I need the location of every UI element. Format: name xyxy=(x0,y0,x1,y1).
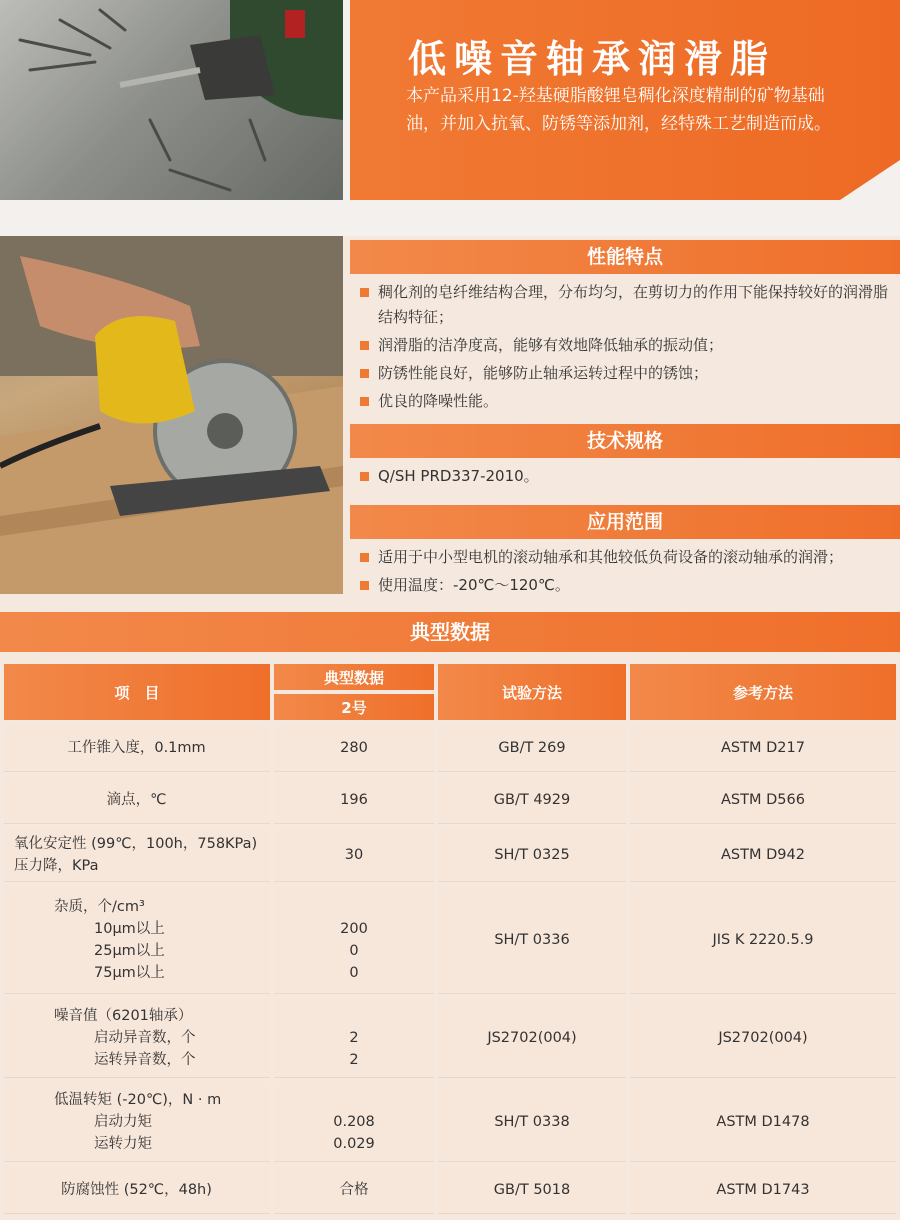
cell-ref: ASTM D942 xyxy=(630,828,896,882)
bullet-square-icon xyxy=(360,288,369,297)
cell-item-line: 滴点，℃ xyxy=(106,791,167,808)
col-method-header: 试验方法 xyxy=(438,664,626,720)
table-row xyxy=(4,886,896,994)
list-item: 润滑脂的洁净度高，能够有效地降低轴承的振动值； xyxy=(356,333,900,358)
cell-item xyxy=(4,724,270,772)
cell-item xyxy=(4,1166,270,1214)
bullet-square-icon xyxy=(360,472,369,481)
cell-item xyxy=(4,776,270,824)
cell-item-line: 氧化安定性 (99℃，100h，758KPa) xyxy=(14,835,258,852)
cell-value-line: 2 xyxy=(349,1029,359,1046)
col-item-header: 项 目 xyxy=(4,664,270,720)
cell-method: GB/T 269 xyxy=(438,724,626,772)
cell-item-line: 25μm以上 xyxy=(94,942,165,959)
cell-value-line: 合格 xyxy=(339,1181,369,1198)
cell-item-line: 运转力矩 xyxy=(94,1135,152,1152)
saw-photo xyxy=(0,236,343,594)
drill-illustration xyxy=(0,0,343,200)
col-ref-header: 参考方法 xyxy=(630,664,896,720)
cell-ref: ASTM D1743 xyxy=(630,1166,896,1214)
cell-item xyxy=(4,886,270,994)
cell-value-line: 0 xyxy=(349,964,359,981)
table-row xyxy=(4,724,896,772)
spec-section xyxy=(350,424,900,492)
cell-value xyxy=(274,1082,434,1162)
cell-item-line: 75μm以上 xyxy=(94,964,165,981)
features-heading: 性能特点 xyxy=(350,240,900,274)
spec-list xyxy=(350,458,900,489)
table-row xyxy=(4,998,896,1078)
cell-ref: ASTM D1478 xyxy=(630,1082,896,1162)
cell-value xyxy=(274,828,434,882)
cell-value-line: 30 xyxy=(344,846,364,863)
typical-data-heading: 典型数据 xyxy=(0,612,900,652)
cell-item-line: 噪音值（6201轴承） xyxy=(54,1007,193,1024)
features-section xyxy=(350,240,900,417)
bullet-square-icon xyxy=(360,581,369,590)
application-list xyxy=(350,539,900,598)
spec-heading: 技术规格 xyxy=(350,424,900,458)
features-list xyxy=(350,274,900,414)
cell-value-line: 0 xyxy=(349,942,359,959)
cell-item-line: 杂质，个/cm³ xyxy=(54,898,145,915)
bullet-square-icon xyxy=(360,341,369,350)
bullet-square-icon xyxy=(360,369,369,378)
bullet-square-icon xyxy=(360,397,369,406)
typical-data-table xyxy=(0,660,900,1218)
drill-photo xyxy=(0,0,343,200)
list-item: 防锈性能良好，能够防止轴承运转过程中的锈蚀； xyxy=(356,361,900,386)
cell-item-line: 启动力矩 xyxy=(94,1113,152,1130)
cell-method: JS2702(004) xyxy=(438,998,626,1078)
cell-item-line: 工作锥入度，0.1mm xyxy=(67,739,206,756)
cell-value xyxy=(274,1166,434,1214)
cell-value-line xyxy=(275,896,433,918)
product-description: 本产品采用12-羟基硬脂酸锂皂稠化深度精制的矿物基础油，并加入抗氧、防锈等添加剂，经特殊工艺制造而成。 xyxy=(406,86,831,134)
cell-value xyxy=(274,724,434,772)
cell-item-line: 防腐蚀性 (52℃，48h) xyxy=(61,1181,212,1198)
list-item: 适用于中小型电机的滚动轴承和其他较低负荷设备的滚动轴承的润滑； xyxy=(356,545,900,570)
col-typical-header: 典型数据 xyxy=(274,664,434,690)
cell-value-line: 280 xyxy=(340,739,368,756)
cell-item xyxy=(4,1082,270,1162)
cell-ref: ASTM D566 xyxy=(630,776,896,824)
cell-value xyxy=(274,776,434,824)
product-title: 低噪音轴承润滑脂 xyxy=(408,37,777,81)
table-row xyxy=(4,1082,896,1162)
cell-item xyxy=(4,998,270,1078)
cell-method: SH/T 0325 xyxy=(438,828,626,882)
list-item: 稠化剂的皂纤维结构合理，分布均匀，在剪切力的作用下能保持较好的润滑脂结构特征； xyxy=(356,280,900,330)
cell-ref: ASTM D217 xyxy=(630,724,896,772)
list-item: 使用温度：-20℃～120℃。 xyxy=(356,573,900,598)
cell-value-line xyxy=(275,1089,433,1111)
saw-illustration xyxy=(0,236,343,594)
cell-method: SH/T 0338 xyxy=(438,1082,626,1162)
col-grade-header: 2号 xyxy=(274,694,434,720)
hero-banner xyxy=(350,0,900,200)
cell-item-line: 运转异音数，个 xyxy=(94,1051,196,1068)
application-heading: 应用范围 xyxy=(350,505,900,539)
list-item: Q/SH PRD337-2010。 xyxy=(356,464,900,489)
cell-item-line: 启动异音数，个 xyxy=(94,1029,196,1046)
divider-band xyxy=(0,200,900,236)
cell-item-line: 压力降，KPa xyxy=(14,857,99,874)
cell-method: GB/T 5018 xyxy=(438,1166,626,1214)
cell-ref: JS2702(004) xyxy=(630,998,896,1078)
cell-value-line xyxy=(275,1005,433,1027)
bullet-square-icon xyxy=(360,553,369,562)
cell-value-line: 196 xyxy=(340,791,368,808)
cell-method: GB/T 4929 xyxy=(438,776,626,824)
application-section xyxy=(350,505,900,601)
table-row xyxy=(4,1166,896,1214)
hero-corner xyxy=(840,160,900,200)
table-row xyxy=(4,776,896,824)
cell-value-line: 2 xyxy=(349,1051,359,1068)
table-row xyxy=(4,828,896,882)
cell-value-line: 200 xyxy=(340,920,368,937)
cell-value-line: 0.208 xyxy=(333,1113,375,1130)
cell-value xyxy=(274,998,434,1078)
cell-value xyxy=(274,886,434,994)
cell-item-line: 10μm以上 xyxy=(94,920,165,937)
cell-ref: JIS K 2220.5.9 xyxy=(630,886,896,994)
cell-value-line: 0.029 xyxy=(333,1135,375,1152)
list-item: 优良的降噪性能。 xyxy=(356,389,900,414)
cell-item-line: 低温转矩 (-20℃)，N · m xyxy=(54,1091,222,1108)
cell-item xyxy=(4,828,270,882)
cell-method: SH/T 0336 xyxy=(438,886,626,994)
